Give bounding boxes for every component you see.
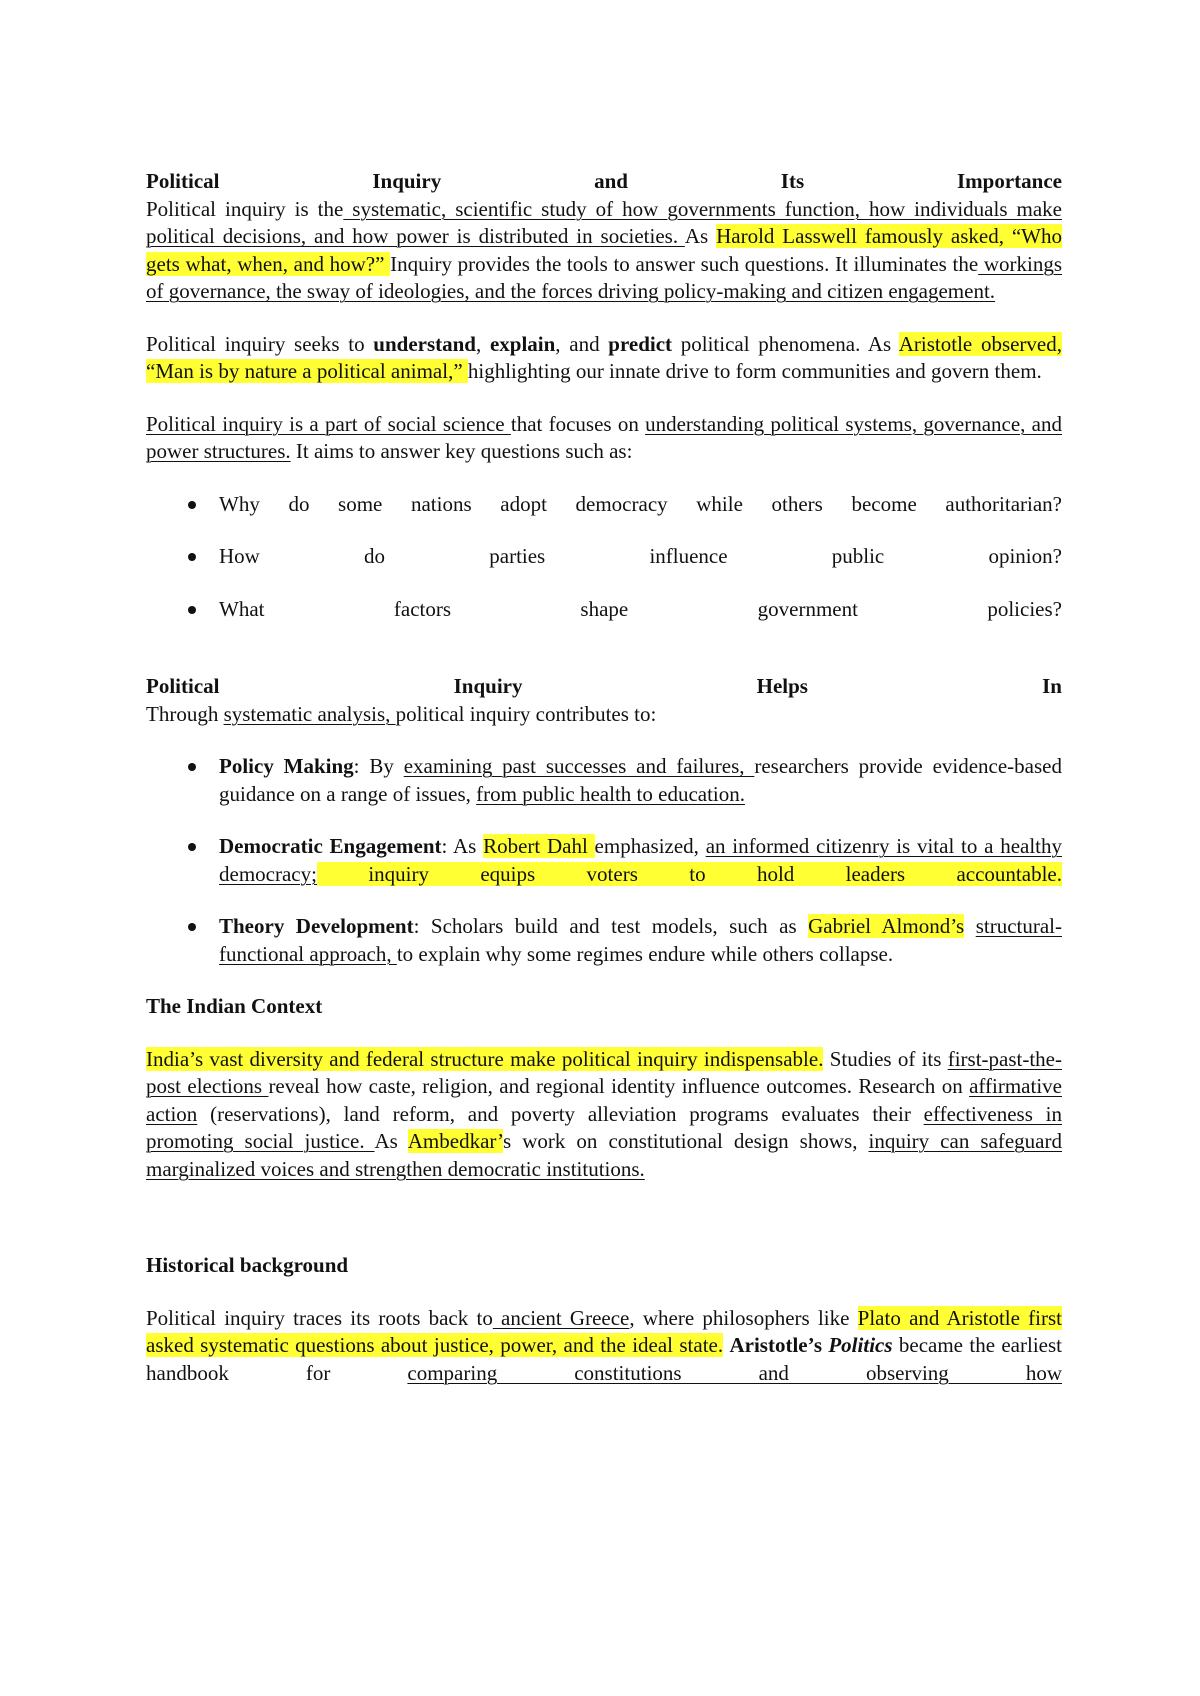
heading-word: In bbox=[1042, 674, 1062, 698]
list-item-democratic-engagement: Democratic Engagement: As Robert Dahl emphasized, an informed citizenry is vital to a healthy democracy; inquiry equips voters to hold leaders accountable. bbox=[146, 833, 1062, 888]
list-item: Why do some nations adopt democracy while others become authoritarian? bbox=[146, 491, 1062, 519]
heading-word: Political bbox=[146, 169, 220, 193]
key-questions-list bbox=[146, 491, 1062, 624]
paragraph-definition: Political inquiry is the systematic, scientific study of how governments function, how individuals make political decisions, and how power is distributed in societies. As Harold Lasswell famously asked, “Who gets what, when, and how?” Inquiry provides the tools to answer such questions. It illuminates the workings of governance, the sway of ideologies, and the forces driving policy-making and citizen engagement. bbox=[146, 196, 1063, 303]
highlight-lasswell-quote: Harold Lasswell famously asked, “Who gets what, when, and how?” bbox=[146, 224, 1063, 276]
bullet-icon bbox=[188, 763, 196, 771]
heading-historical-background: Historical background bbox=[146, 1253, 349, 1277]
list-item-theory-development: Theory Development: Scholars build and test models, such as Gabriel Almond’s structural-functional approach, to explain why some regimes endure while others collapse. bbox=[146, 913, 1062, 968]
paragraph-historical-background: Political inquiry traces its roots back to ancient Greece, where philosophers like Plato and Aristotle first asked systematic questions about justice, power, and the ideal state. Aristotle’s Politics became the earliest handbook for comparing constitutions and observing how bbox=[146, 1305, 1063, 1385]
list-item-policy-making: Policy Making: By examining past successes and failures, researchers provide evidence-based guidance on a range of issues, from public health to education. bbox=[146, 753, 1062, 808]
heading-indian-context: The Indian Context bbox=[146, 994, 323, 1018]
paragraph-indian-context: India’s vast diversity and federal structure make political inquiry indispensable. Studies of its first-past-the-post elections reveal how caste, religion, and regional identity influence outcomes. Research on affirmative action (reservations), land reform, and poverty alleviation programs evaluates their effectiveness in promoting social justice. As Ambedkar’s work on constitutional design shows, inquiry can safeguard marginalized voices and strengthen democratic institutions. bbox=[146, 1046, 1063, 1181]
heading-word: Inquiry bbox=[372, 169, 442, 193]
spacer bbox=[146, 648, 1062, 673]
heading-word: and bbox=[594, 169, 628, 193]
list-item: What factors shape government policies? bbox=[146, 596, 1062, 624]
heading-word: Its bbox=[780, 169, 805, 193]
paragraph-contributions-intro: Through systematic analysis, political inquiry contributes to: bbox=[146, 701, 657, 726]
contributions-list bbox=[146, 753, 1062, 968]
paragraph-social-science: Political inquiry is a part of social science that focuses on understanding political systems, governance, and power structures. It aims to answer key questions such as: bbox=[146, 411, 1062, 463]
bullet-icon bbox=[188, 501, 196, 509]
heading-word: Importance bbox=[957, 169, 1062, 193]
heading-word: Political bbox=[146, 674, 220, 698]
bullet-icon bbox=[188, 606, 196, 614]
heading-word: Helps bbox=[756, 674, 808, 698]
bullet-icon bbox=[188, 923, 196, 931]
heading-political-inquiry-helps bbox=[146, 673, 1062, 701]
list-item: How do parties influence public opinion? bbox=[146, 543, 1062, 571]
bullet-icon bbox=[188, 843, 196, 851]
spacer bbox=[146, 1208, 1062, 1252]
highlight-aristotle-quote: Aristotle observed, “Man is by nature a political animal,” bbox=[146, 331, 1062, 383]
paragraph-aims: Political inquiry seeks to understand, explain, and predict political phenomena. As Aristotle observed, “Man is by nature a political animal,” highlighting our innate drive to form communities and govern them. bbox=[146, 331, 1062, 383]
bullet-icon bbox=[188, 553, 196, 561]
heading-political-inquiry-importance bbox=[146, 168, 1062, 196]
heading-word: Inquiry bbox=[453, 674, 523, 698]
